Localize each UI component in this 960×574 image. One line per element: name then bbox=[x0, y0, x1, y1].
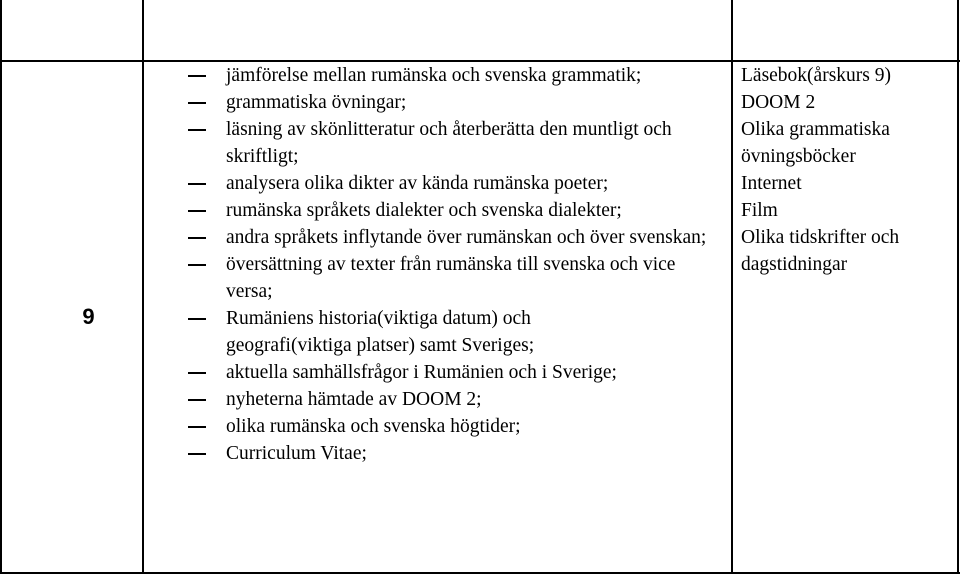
list-item-text: nyheterna hämtade av DOOM 2; bbox=[226, 389, 482, 410]
list-item bbox=[144, 170, 732, 197]
dash-bullet-icon bbox=[188, 183, 206, 185]
resources-cell bbox=[733, 62, 958, 572]
resource-item: Film bbox=[741, 200, 778, 221]
content-cell bbox=[144, 62, 732, 572]
list-item-text: olika rumänska och svenska högtider; bbox=[226, 416, 521, 437]
resource-item: Olika tidskrifter och dagstidningar bbox=[741, 227, 900, 275]
resource-item: DOOM 2 bbox=[741, 92, 816, 113]
list-item bbox=[144, 413, 732, 440]
resource-item: Olika grammatiska övningsböcker bbox=[741, 119, 890, 167]
dash-bullet-icon bbox=[188, 264, 206, 266]
resources-list bbox=[741, 62, 956, 278]
dash-bullet-icon bbox=[188, 426, 206, 428]
dash-bullet-icon bbox=[188, 75, 206, 77]
list-item bbox=[144, 224, 732, 251]
list-item-text: aktuella samhällsfrågor i Rumänien och i Sverige; bbox=[226, 362, 617, 383]
list-item bbox=[144, 305, 732, 359]
row-number: 9 bbox=[82, 304, 95, 329]
list-item-text: läsning av skönlitteratur och återberätta den muntligt och skriftligt; bbox=[226, 119, 672, 167]
dash-bullet-icon bbox=[188, 129, 206, 131]
resource-item: Internet bbox=[741, 173, 802, 194]
row-number-cell bbox=[2, 62, 143, 572]
dash-bullet-icon bbox=[188, 210, 206, 212]
list-item-text: översättning av texter från rumänska till svenska och vice versa; bbox=[226, 254, 676, 302]
dash-bullet-icon bbox=[188, 399, 206, 401]
resource-item: Läsebok(årskurs 9) bbox=[741, 65, 891, 86]
list-item bbox=[144, 359, 732, 386]
list-item-text: grammatiska övningar; bbox=[226, 92, 407, 113]
content-list bbox=[144, 62, 732, 467]
list-item bbox=[144, 116, 732, 170]
list-item-text: analysera olika dikter av kända rumänska poeter; bbox=[226, 173, 609, 194]
list-item bbox=[144, 251, 732, 305]
dash-bullet-icon bbox=[188, 237, 206, 239]
list-item bbox=[144, 62, 732, 89]
dash-bullet-icon bbox=[188, 102, 206, 104]
list-item-text: rumänska språkets dialekter och svenska dialekter; bbox=[226, 200, 622, 221]
dash-bullet-icon bbox=[188, 372, 206, 374]
list-item-text: andra språkets inflytande över rumänskan och över svenskan; bbox=[226, 227, 707, 248]
list-item bbox=[144, 89, 732, 116]
list-item bbox=[144, 386, 732, 413]
dash-bullet-icon bbox=[188, 453, 206, 455]
list-item bbox=[144, 197, 732, 224]
list-item-text: jämförelse mellan rumänska och svenska grammatik; bbox=[226, 65, 642, 86]
dash-bullet-icon bbox=[188, 318, 206, 320]
list-item-text: Rumäniens historia(viktiga datum) och geografi(viktiga platser) samt Sveriges; bbox=[226, 308, 535, 356]
list-item bbox=[144, 440, 732, 467]
list-item-text: Curriculum Vitae; bbox=[226, 443, 367, 464]
